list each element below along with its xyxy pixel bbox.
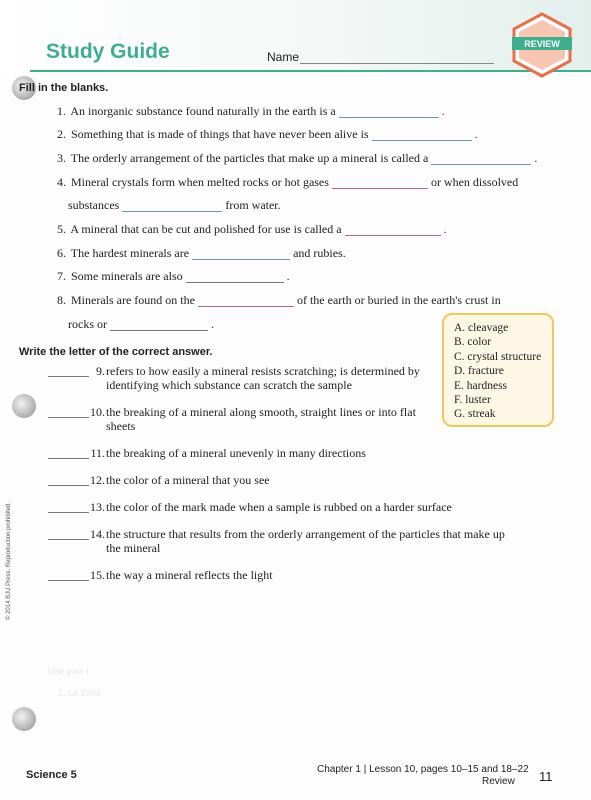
- item-text-line: the mineral: [106, 541, 161, 555]
- item-text-line: identifying which substance can scratch the sample: [106, 378, 352, 392]
- question-3: [52, 151, 537, 165]
- answer-blank[interactable]: [122, 200, 222, 212]
- answer-blank[interactable]: [192, 248, 290, 260]
- question-4-continued: [68, 198, 281, 212]
- question-text: .: [474, 127, 478, 141]
- footer-lesson-info: Chapter 1 | Lesson 10, pages 10–15 and 18–22: [317, 764, 529, 775]
- item-text-line: the breaking of a mineral along smooth, straight lines or into flat: [106, 405, 416, 419]
- answer-line[interactable]: [48, 417, 89, 418]
- question-text: of the earth or buried in the earth's crust in: [296, 293, 501, 307]
- word-bank-item: E. hardness: [454, 379, 508, 392]
- item-number: 9.: [96, 364, 105, 378]
- header-rule: [30, 70, 591, 72]
- question-text: .: [286, 269, 290, 283]
- item-text: [106, 364, 466, 392]
- item-text-line: refers to how easily a mineral resists scratching; is determined by: [106, 364, 420, 378]
- question-number: 2.: [57, 127, 66, 141]
- answer-line[interactable]: [48, 512, 89, 513]
- item-text-line: the structure that results from the orderly arrangement of the particles that make up: [106, 527, 505, 541]
- question-8-continued: [68, 317, 214, 331]
- question-text: Mineral crystals form when melted rocks or hot gases: [71, 175, 329, 189]
- page-title: Study Guide: [46, 40, 170, 63]
- question-5: [52, 222, 447, 236]
- item-number: 10.: [90, 405, 105, 419]
- question-text: and rubies.: [293, 246, 346, 260]
- question-text: Some minerals are also: [71, 269, 183, 283]
- item-number: 14.: [90, 527, 105, 541]
- question-text: .: [534, 151, 538, 165]
- page-number: 11: [539, 769, 553, 784]
- item-number: 13.: [90, 500, 105, 514]
- item-number: 11.: [90, 446, 105, 460]
- question-text: .: [443, 222, 447, 236]
- question-number: 8.: [57, 293, 66, 307]
- item-text-line: sheets: [106, 419, 136, 433]
- footer-review-label: Review: [482, 776, 515, 787]
- question-text: substances: [68, 198, 120, 212]
- question-6: [52, 246, 346, 260]
- answer-blank[interactable]: [186, 271, 284, 283]
- question-number: 1.: [57, 104, 66, 118]
- question-text: A mineral that can be cut and polished for use is called a: [70, 222, 342, 236]
- question-8: [52, 293, 501, 307]
- name-field-line[interactable]: [300, 63, 494, 64]
- section-fill-blanks-title: Fill in the blanks.: [19, 82, 109, 94]
- question-text: Minerals are found on the: [71, 293, 195, 307]
- answer-line[interactable]: [48, 539, 89, 540]
- word-bank-item: B. color: [454, 336, 492, 349]
- answer-blank[interactable]: [345, 224, 441, 236]
- name-label: Name: [267, 50, 300, 64]
- question-number: 6.: [57, 246, 66, 260]
- question-1: [52, 104, 445, 118]
- answer-blank[interactable]: [372, 129, 472, 141]
- binder-hole-bottom: [12, 707, 36, 731]
- item-text: the color of the mark made when a sample is rubbed on a harder surface: [106, 500, 452, 514]
- question-text: rocks or: [68, 317, 107, 331]
- item-text: [106, 527, 536, 555]
- question-text: The orderly arrangement of the particles that make up a mineral is called a: [70, 151, 429, 165]
- question-text: The hardest minerals are: [70, 246, 190, 260]
- question-number: 7.: [57, 269, 66, 283]
- badge-text: REVIEW: [524, 39, 560, 49]
- faded-show-through-text: Use your t: [48, 666, 90, 676]
- binder-hole-middle: [12, 394, 36, 418]
- word-bank-item: G. streak: [454, 408, 496, 421]
- question-text: .: [441, 104, 445, 118]
- footer-subject: Science 5: [26, 769, 77, 781]
- item-text: [106, 405, 466, 433]
- item-text: the color of a mineral that you see: [106, 473, 270, 487]
- answer-line[interactable]: [48, 580, 89, 581]
- question-number: 5.: [57, 222, 66, 236]
- question-number: 4.: [57, 175, 66, 189]
- question-2: [52, 127, 478, 141]
- question-text: Something that is made of things that have never been alive is: [71, 127, 369, 141]
- answer-blank[interactable]: [110, 319, 208, 331]
- answer-blank[interactable]: [339, 106, 439, 118]
- question-text: An inorganic substance found naturally in the earth is a: [70, 104, 336, 118]
- copyright-notice: © 2014 BJU Press. Reproduction prohibited.: [6, 501, 12, 620]
- word-bank-item: A. cleavage: [454, 322, 509, 334]
- question-text: .: [211, 317, 214, 331]
- answer-line[interactable]: [48, 458, 89, 459]
- section-letter-answer-title: Write the letter of the correct answer.: [19, 346, 213, 358]
- word-bank-item: C. crystal structure: [454, 350, 542, 363]
- item-text: the way a mineral reflects the light: [106, 568, 273, 582]
- question-text: from water.: [225, 198, 281, 212]
- answer-blank[interactable]: [332, 177, 428, 189]
- question-number: 3.: [57, 151, 66, 165]
- review-badge: [508, 12, 576, 78]
- faded-show-through-text: 1. Le 2004: [58, 688, 101, 698]
- question-text: or when dissolved: [430, 175, 519, 189]
- item-text: the breaking of a mineral unevenly in many directions: [106, 446, 366, 460]
- question-7: [52, 269, 290, 283]
- answer-blank[interactable]: [198, 295, 294, 307]
- word-bank-item: D. fracture: [454, 365, 504, 378]
- answer-line[interactable]: [48, 376, 89, 377]
- item-number: 15.: [90, 568, 105, 582]
- item-number: 12.: [90, 473, 105, 487]
- question-4: [52, 175, 518, 189]
- answer-line[interactable]: [48, 485, 89, 486]
- word-bank-item: F. luster: [454, 394, 491, 407]
- answer-blank[interactable]: [431, 153, 531, 165]
